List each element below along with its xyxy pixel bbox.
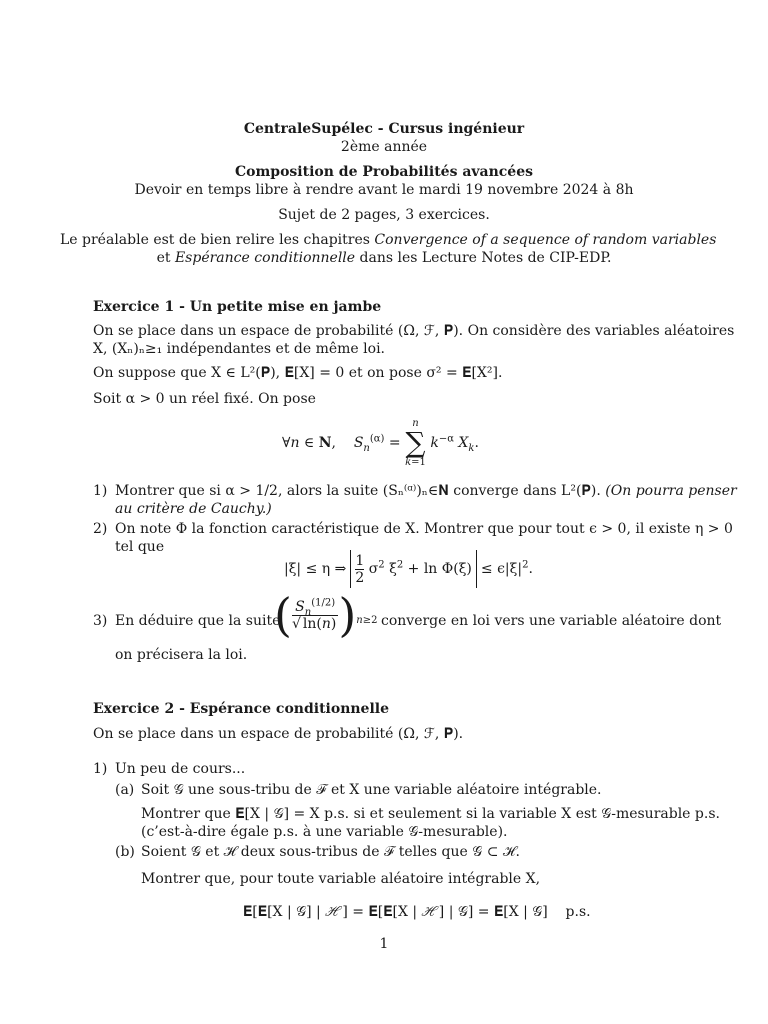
summation-symbol: n ∑ k=1 [405, 418, 426, 468]
header-title: Composition de Probabilités avancées [234, 164, 534, 180]
header-deadline: Devoir en temps libre à rendre avant le mardi 19 novembre 2024 à 8h [134, 182, 634, 198]
ex1-q3-number: 3) [93, 613, 108, 629]
ex1-para3: Soit α > 0 un réel fixé. On pose [93, 391, 316, 407]
ex1-q1-text: Montrer que si α > 1/2, alors la suite (Sₙ⁽ᵅ⁾)ₙ∈𝐍 converge dans L²(𝐏). [115, 483, 601, 499]
ex2-b-line2: Montrer que, pour toute variable aléatoire intégrable X, [141, 871, 541, 887]
ex1-q1-line1 [115, 482, 737, 500]
ex1-para1-line1: On se place dans un espace de probabilité (Ω, ℱ, 𝐏). On considère des variables aléatoires [93, 323, 735, 339]
ex1-q1-number: 1) [93, 483, 108, 499]
ex1-definition-formula: ∀n ∈ N, $S_n^{(\alpha)} = n$ ∑ k=1 $k^{-\alpha}$ $X_k$. [282, 418, 479, 468]
ex1-q2-line2: tel que [115, 539, 165, 555]
ex2-b-equation [243, 903, 591, 921]
ex2-q1-text: Un peu de cours... [115, 761, 246, 777]
prereq-chapter-1: Convergence of a sequence of random variables [374, 232, 717, 248]
ex2-a-line2: Montrer que 𝐄[X | 𝒢] = X p.s. si et seulement si la variable X est 𝒢-mesurable p.s. [141, 806, 720, 822]
ex1-para1-line2: X, (Xₙ)ₙ≥₁ indépendantes et de même loi. [93, 341, 386, 357]
ex1-title: Exercice 1 - Un petite mise en jambe [93, 299, 382, 315]
ex1-q3-text-b: converge en loi vers une variable aléatoire dont [381, 613, 722, 629]
prereq-text-b: et [156, 250, 171, 266]
ex2-a-line1: Soit 𝒢 une sous-tribu de ℱ et X une variable aléatoire intégrable. [141, 782, 602, 798]
ex2-title: Exercice 2 - Espérance conditionnelle [93, 701, 390, 717]
header-school: CentraleSupélec - Cursus ingénieur [243, 121, 525, 137]
ex2-a-line3: (c’est-à-dire égale p.s. à une variable 𝒢-mesurable). [141, 824, 508, 840]
ex2-b-line1: Soient 𝒢 et ℋ deux sous-tribus de ℱ telles que 𝒢 ⊂ ℋ. [141, 844, 520, 860]
ex1-q1-hint-a: (On pourra penser [605, 483, 737, 499]
ex1-q2-line1: On note Φ la fonction caractéristique de X. Montrer que pour tout ϵ > 0, il existe η > 0 [115, 521, 733, 537]
ex1-q3-sequence: ( $\frac{S_n^{(1/2)}}{√ \ln(n)}$ )$_{n\ge 2}$ [274, 588, 378, 642]
header-prereq-line2 [60, 249, 708, 267]
ex1-q2-inequality: |ξ| ≤ η ⇒ $\frac{1}{2}$ $\sigma^2$ $\xi^2 + \ln \Phi(\xi) \le \epsilon|\xi|^2$. [284, 550, 533, 588]
ex1-q3-text-c: on précisera la loi. [115, 647, 248, 663]
ex2-b-equation-body: 𝐄[𝐄[X | 𝒢] | ℋ] = 𝐄[𝐄[X | ℋ] | 𝒢] = 𝐄[X | 𝒢] [243, 904, 548, 920]
ex2-q1-number: 1) [93, 761, 108, 777]
header-subject: Sujet de 2 pages, 3 exercices. [278, 207, 490, 223]
ex1-q1-hint-b: au critère de Cauchy.) [115, 501, 272, 517]
ex1-q2-number: 2) [93, 521, 108, 537]
prereq-text-c: dans les Lecture Notes de CIP-EDP. [359, 250, 612, 266]
header-prereq-line1 [60, 231, 717, 249]
ex1-q3-text-a: En déduire que la suite [115, 613, 281, 629]
prereq-chapter-2: Espérance conditionnelle [174, 250, 356, 266]
ex2-b-equation-ps: p.s. [565, 904, 591, 920]
header-year: 2ème année [340, 139, 428, 155]
page-number: 1 [379, 936, 389, 952]
ex2-b-number: (b) [115, 844, 135, 860]
ex2-a-number: (a) [115, 782, 135, 798]
prereq-text-a: Le préalable est de bien relire les chapitres [60, 232, 370, 248]
ex1-para2: On suppose que X ∈ L²(𝐏), 𝐄[X] = 0 et on pose σ² = 𝐄[X²]. [93, 365, 503, 381]
ex2-para1: On se place dans un espace de probabilité (Ω, ℱ, 𝐏). [93, 726, 464, 742]
